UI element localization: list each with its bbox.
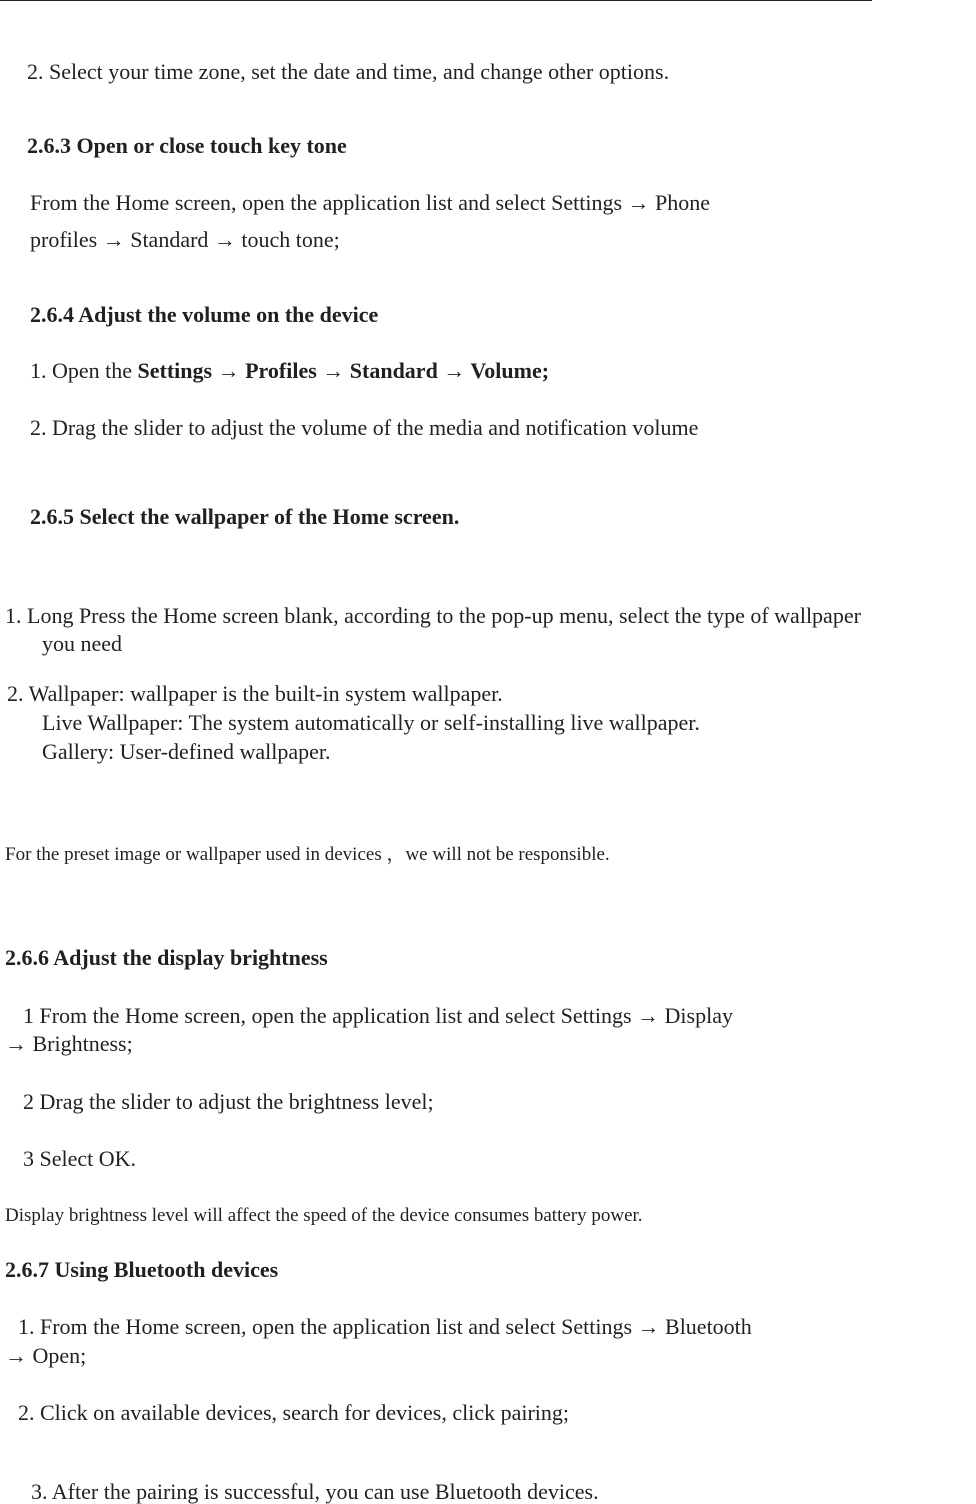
volume-step-1 <box>30 360 549 382</box>
brightness-note: Display brightness level will affect the speed of the device consumes battery power. <box>5 1205 643 1226</box>
bluetooth-step-3: 3. After the pairing is successful, you can use Bluetooth devices. <box>31 1479 599 1504</box>
touch-tone-line-1: From the Home screen, open the application list and select Settings → Phone <box>30 190 711 215</box>
wallpaper-step-2-line-2: Live Wallpaper: The system automatically or self-installing live wallpaper. <box>42 710 700 735</box>
volume-step-1-prefix: 1. Open the <box>30 358 138 383</box>
section-heading-touch-tone: 2.6.3 Open or close touch key tone <box>27 133 347 158</box>
datetime-step-2: 2. Select your time zone, set the date and time, and change other options. <box>27 59 670 84</box>
bluetooth-step-1-line-2: → Open; <box>5 1343 87 1368</box>
section-heading-volume: 2.6.4 Adjust the volume on the device <box>30 302 379 327</box>
brightness-step-1-line-2: → Brightness; <box>5 1031 133 1056</box>
section-heading-brightness: 2.6.6 Adjust the display brightness <box>5 945 328 970</box>
wallpaper-step-2-line-1: 2. Wallpaper: wallpaper is the built-in system wallpaper. <box>7 681 503 706</box>
wallpaper-step-1-line-2: you need <box>42 631 123 656</box>
brightness-step-1-line-1: 1 From the Home screen, open the application list and select Settings → Display <box>23 1003 733 1028</box>
volume-step-2: 2. Drag the slider to adjust the volume of the media and notification volume <box>30 415 699 440</box>
brightness-step-2: 2 Drag the slider to adjust the brightness level; <box>23 1089 434 1114</box>
wallpaper-step-1-line-1: 1. Long Press the Home screen blank, according to the pop-up menu, select the type of wallpaper <box>5 603 861 628</box>
touch-tone-line-2: profiles → Standard → touch tone; <box>30 227 340 252</box>
section-heading-bluetooth: 2.6.7 Using Bluetooth devices <box>5 1257 279 1282</box>
bluetooth-step-1-line-1: 1. From the Home screen, open the application list and select Settings → Bluetooth <box>18 1314 752 1339</box>
wallpaper-note: For the preset image or wallpaper used in devices ，we will not be responsible. <box>5 844 610 865</box>
volume-step-1-path: Settings → Profiles → Standard → Volume; <box>137 358 550 383</box>
bluetooth-step-2: 2. Click on available devices, search for devices, click pairing; <box>18 1400 570 1425</box>
wallpaper-step-2-line-3: Gallery: User-defined wallpaper. <box>42 739 331 764</box>
top-rule <box>0 0 872 1</box>
section-heading-wallpaper: 2.6.5 Select the wallpaper of the Home screen. <box>30 504 460 529</box>
brightness-step-3: 3 Select OK. <box>23 1146 137 1171</box>
